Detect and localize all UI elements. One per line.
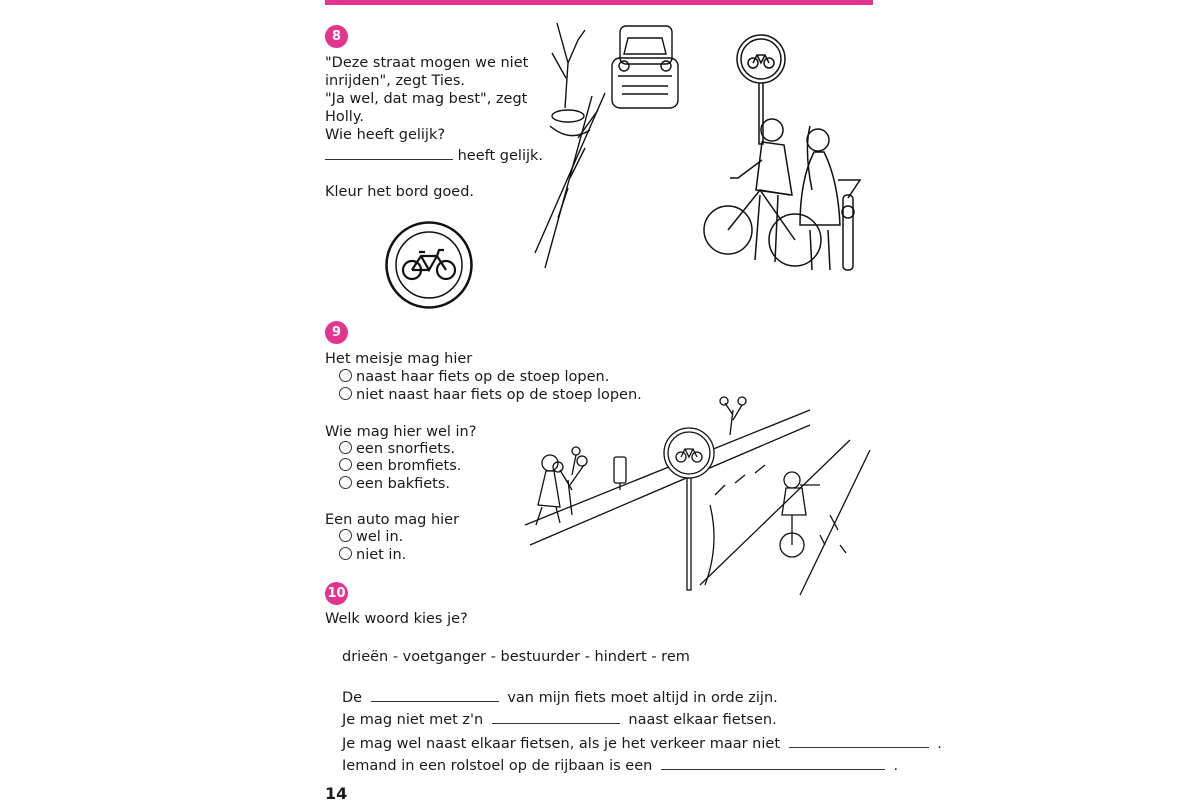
q9-question: Het meisje mag hier — [325, 351, 473, 367]
q9-option[interactable]: niet in. — [339, 546, 406, 564]
q8-answer-row — [325, 147, 543, 165]
question-number-badge: 9 — [325, 321, 348, 344]
q9-option[interactable]: niet naast haar fiets op de stoep lopen. — [339, 386, 642, 404]
q10-answer-blank[interactable] — [492, 711, 620, 724]
colorable-bicycle-sign[interactable] — [385, 221, 473, 309]
radio-button[interactable] — [339, 476, 352, 489]
q8-text-line: inrijden", zegt Ties. — [325, 73, 465, 89]
question-number-badge: 10 — [325, 582, 348, 605]
q8-text-line: "Ja wel, dat mag best", zegt — [325, 91, 528, 107]
q8-text-line: "Deze straat mogen we niet — [325, 55, 529, 71]
q10-answer-blank[interactable] — [371, 689, 499, 702]
radio-button[interactable] — [339, 369, 352, 382]
q10-question: Welk woord kies je? — [325, 611, 468, 627]
q9-option[interactable]: een bakfiets. — [339, 475, 450, 493]
radio-button[interactable] — [339, 547, 352, 560]
q10-sentence-2: Je mag niet met z'n naast elkaar fietsen. — [342, 712, 777, 728]
q8-instruction: Kleur het bord goed. — [325, 184, 475, 200]
q9-question: Een auto mag hier — [325, 512, 460, 528]
children-bikes-sign-illustration — [700, 30, 880, 275]
page-number: 14 — [325, 784, 348, 803]
q10-answer-blank[interactable] — [661, 757, 885, 770]
q9-option[interactable]: een bromfiets. — [339, 457, 461, 475]
q9-option[interactable]: wel in. — [339, 528, 403, 546]
q9-option[interactable]: een snorfiets. — [339, 440, 455, 458]
radio-button[interactable] — [339, 529, 352, 542]
q8-answer-suffix: heeft gelijk. — [457, 148, 544, 164]
header-accent-bar — [325, 0, 873, 5]
q10-sentence-1: De van mijn fiets moet altijd in orde zijn. — [342, 690, 778, 706]
q10-word-bank: drieën - voetganger - bestuurder - hindert - rem — [342, 649, 690, 665]
radio-button[interactable] — [339, 441, 352, 454]
q8-answer-blank[interactable] — [325, 147, 453, 160]
q8-text-line: Holly. — [325, 109, 364, 125]
q10-sentence-4: Iemand in een rolstoel op de rijbaan is een . — [342, 758, 899, 774]
radio-button[interactable] — [339, 458, 352, 471]
street-car-illustration — [530, 18, 705, 268]
cycle-path-sign-illustration — [520, 385, 875, 600]
q9-question: Wie mag hier wel in? — [325, 424, 477, 440]
radio-button[interactable] — [339, 387, 352, 400]
q10-sentence-3: Je mag wel naast elkaar fietsen, als je het verkeer maar niet . — [342, 736, 942, 752]
question-number-badge: 8 — [325, 25, 348, 48]
q10-answer-blank[interactable] — [789, 735, 929, 748]
q8-question: Wie heeft gelijk? — [325, 127, 446, 143]
q9-option[interactable]: naast haar fiets op de stoep lopen. — [339, 368, 609, 386]
